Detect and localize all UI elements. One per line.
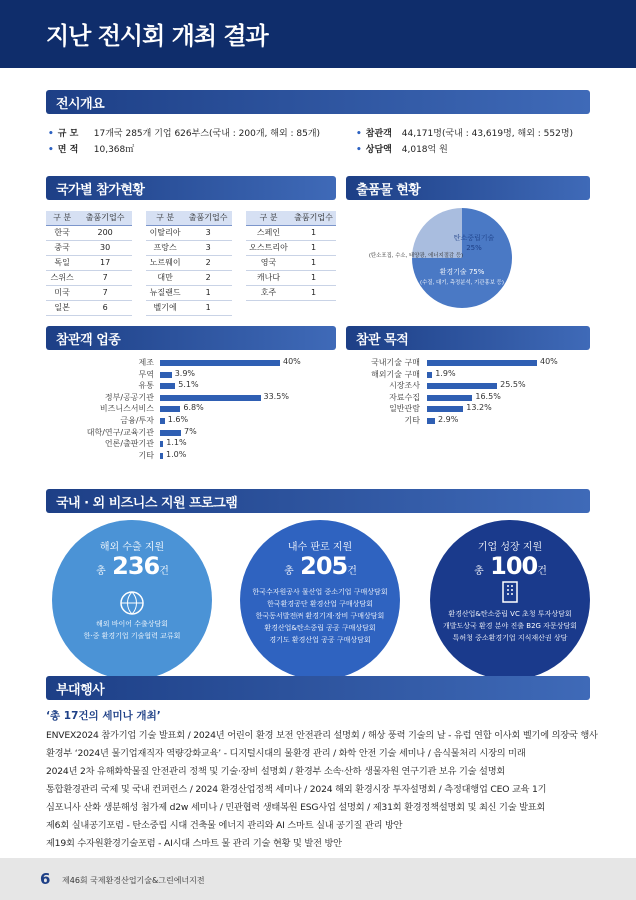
- bar-label: 국내기술 구매: [371, 358, 420, 367]
- program-count: 총 236건: [96, 552, 168, 580]
- bar: [160, 430, 181, 436]
- bar-label: 유통: [138, 381, 154, 391]
- country-name: 중국: [46, 240, 78, 255]
- pie-slice-carbon: [412, 208, 462, 258]
- country-name: 일본: [46, 300, 78, 315]
- table-row: [246, 285, 336, 300]
- building-icon: [500, 580, 520, 604]
- country-name: 오스트리아: [246, 240, 291, 255]
- pie-label-env: 환경기술 75%: [439, 268, 485, 276]
- bar-label: 기타: [138, 450, 154, 460]
- bar-row: [0, 403, 600, 415]
- country-name: 노르웨이: [146, 255, 184, 270]
- country-name: 뉴질랜드: [146, 285, 184, 300]
- bar: [427, 418, 435, 424]
- table-row: [246, 225, 336, 240]
- table-row: [146, 285, 232, 300]
- country-name: 호주: [246, 285, 291, 300]
- table-row: [146, 300, 232, 315]
- table-row: [46, 255, 132, 270]
- event-line: 제6회 실내공기포럼 - 탄소중립 시대 건축물 에너지 관리와 AI 스마트 실내 공기질 관리 방안: [46, 820, 403, 831]
- bar-label: 정부/공공기관: [104, 392, 154, 402]
- bar-label: 기타: [404, 416, 420, 425]
- table-row: [146, 255, 232, 270]
- program-title: 해외 수출 지원: [99, 542, 165, 553]
- event-line: 2024년 2차 유해화학물질 안전관리 정책 및 기술·장비 설명회 / 환경부 소속·산하 생물자원 연구기관 보유 기술 설명회: [46, 766, 506, 777]
- bar: [160, 441, 163, 447]
- bar-label: 제조: [138, 358, 154, 367]
- bar-row: [0, 427, 600, 439]
- bar-value-label: 1.9%: [435, 368, 456, 378]
- bar-row: [0, 415, 600, 427]
- event-line: 제19회 수자원환경기술포럼 - AI시대 스마트 물 관리 기술 현황 및 발전 방안: [46, 838, 342, 849]
- bar-value-label: 3.9%: [174, 368, 196, 378]
- section-countries-header: 국가별 참가현황: [46, 176, 336, 200]
- bar-value-label: 1.1%: [166, 438, 187, 448]
- bar: [427, 360, 537, 366]
- program-growth-circle: [430, 520, 590, 680]
- table-row: [246, 270, 336, 285]
- section-exhibits-header: 출품물 현황: [346, 176, 590, 200]
- country-count: 7: [78, 270, 132, 285]
- bar-value-label: 5.1%: [178, 380, 199, 390]
- bar-value-label: 33.5%: [263, 391, 289, 401]
- pie-note-carbon: (탄소포집, 수소, 태양광, 에너지절감 등): [368, 253, 464, 259]
- country-count: 6: [78, 300, 132, 315]
- country-table-1: [46, 211, 132, 316]
- col-country-header: 구 분: [46, 211, 78, 225]
- overview-scale: • 규 모 17개국 285개 기업 626부스(국내 : 200개, 해외 : 85개): [48, 129, 321, 139]
- table-header-row: [246, 211, 336, 225]
- col-country-header: 구 분: [246, 211, 291, 225]
- country-name: 프랑스: [146, 240, 184, 255]
- col-country-header: 구 분: [146, 211, 184, 225]
- section-overview-header: 전시개요: [46, 90, 590, 114]
- pie-label-carbon-name: 탄소중립기술: [453, 234, 495, 242]
- event-line: 통합환경관리 국제 및 국내 컨퍼런스 / 2024 환경산업정책 세미나 / 2024 해외 환경시장 투자설명회 / 측정대행업 CEO 교육 1기: [46, 784, 547, 795]
- country-table-3: [246, 211, 336, 301]
- program-title: 기업 성장 지원: [477, 542, 543, 553]
- section-industry-header: 참관객 업종: [46, 326, 336, 350]
- country-name: 스위스: [46, 270, 78, 285]
- bar-value-label: 7%: [184, 426, 197, 436]
- country-name: 스페인: [246, 225, 291, 240]
- events-subtitle: ‘총 17건의 세미나 개최’: [46, 710, 161, 722]
- bar-label: 비즈니스서비스: [99, 404, 154, 414]
- table-row: [246, 255, 336, 270]
- bar-label: 일반관람: [389, 404, 420, 414]
- bar: [160, 453, 163, 459]
- country-count: 30: [78, 240, 132, 255]
- col-count-header: 출품기업수: [184, 211, 232, 225]
- table-header-row: [46, 211, 132, 225]
- section-purpose-header: 참관 목적: [346, 326, 590, 350]
- country-count: 2: [184, 255, 232, 270]
- country-count: 7: [78, 285, 132, 300]
- country-count: 1: [184, 300, 232, 315]
- bar-row: [0, 392, 600, 404]
- table-row: [46, 225, 132, 240]
- bar-label: 해외기술 구매: [371, 369, 420, 379]
- col-count-header: 출품기업수: [291, 211, 336, 225]
- country-count: 1: [291, 255, 336, 270]
- exhibit-pie-chart: [362, 204, 522, 312]
- program-line: 한·중 환경기업 기술협력 교류회: [83, 632, 181, 640]
- table-row: [146, 270, 232, 285]
- event-line: ENVEX2024 참가기업 기술 발표회 / 2024년 어린이 환경 보전 안전관리 설명회 / 해상 풍력 기술의 날 - 유럽 연합 이사회 벨기에 의장국 행사: [46, 730, 598, 741]
- col-count-header: 출품기업수: [78, 211, 132, 225]
- bar-label: 시장조사: [389, 381, 420, 391]
- country-count: 2: [184, 270, 232, 285]
- country-count: 200: [78, 225, 132, 240]
- country-name: 독일: [46, 255, 78, 270]
- program-count: 총 100건: [474, 552, 546, 580]
- country-count: 1: [291, 270, 336, 285]
- country-name: 미국: [46, 285, 78, 300]
- page-number: 6: [40, 870, 51, 888]
- country-name: 영국: [246, 255, 291, 270]
- bar-label: 자료수집: [389, 392, 420, 402]
- country-count: 1: [291, 285, 336, 300]
- program-line: 해외 바이어 수출상담회: [95, 620, 169, 628]
- bar-row: [0, 450, 600, 462]
- program-line: 한국수자원공사 물산업 중소기업 구매상담회: [252, 588, 388, 596]
- country-name: 대만: [146, 270, 184, 285]
- bar-value-label: 2.9%: [437, 415, 459, 424]
- bar-value-label: 13.2%: [466, 403, 492, 413]
- section-programs-header: 국내 · 외 비즈니스 지원 프로그램: [46, 489, 590, 513]
- page-title: 지난 전시회 개최 결과: [46, 22, 268, 50]
- bar: [427, 372, 432, 378]
- program-count: 총 205건: [284, 552, 356, 580]
- bar-label: 언론/출판기관: [104, 439, 154, 449]
- country-count: 3: [184, 240, 232, 255]
- overview-visitors: • 참관객 44,171명(국내 : 43,619명, 해외 : 552명): [356, 129, 574, 139]
- bar-label: 대학/연구/교육기관: [86, 427, 154, 437]
- bar-value-label: 40%: [540, 357, 558, 366]
- program-line: 환경산업&탄소중립 VC 초청 투자상담회: [448, 610, 572, 618]
- pie-label-carbon-pct: 25%: [466, 244, 482, 252]
- globe-handshake-icon: [117, 590, 147, 616]
- table-row: [46, 240, 132, 255]
- bar-value-label: 40%: [283, 357, 301, 366]
- program-title: 내수 판로 지원: [287, 542, 353, 553]
- program-line: 한국환경공단 환경산업 구매상담회: [267, 600, 373, 608]
- program-line: 경기도 환경산업 공공 구매상담회: [269, 636, 371, 644]
- country-name: 이탈리아: [146, 225, 184, 240]
- event-line: 심포니사 산화 생분해성 첨가제 d2w 세미나 / 민관협력 생태복원 ESG사업 설명회 / 제31회 환경정책설명회 및 최신 기술 발표회: [46, 802, 546, 813]
- country-name: 벨기에: [146, 300, 184, 315]
- country-count: 3: [184, 225, 232, 240]
- country-count: 1: [291, 240, 336, 255]
- bar-row: [0, 369, 600, 381]
- bar-value-label: 1.0%: [166, 449, 187, 459]
- table-row: [46, 270, 132, 285]
- overview-area: • 면 적 10,368㎡: [48, 145, 135, 155]
- pie-note-env: (수질, 대기, 측정분석, 기관홍보 등): [420, 280, 504, 286]
- table-row: [46, 300, 132, 315]
- event-line: 환경부 ‘2024년 물기업재직자 역량강화교육’ - 디지털시대의 물환경 관리 / 화학 안전 기술 세미나 / 음식물처리 시장의 미래: [46, 748, 526, 759]
- bar-label: 무역: [138, 369, 154, 379]
- program-line: 한국동서발전㈜ 환경기계·장비 구매상담회: [255, 612, 385, 620]
- bar: [427, 395, 472, 401]
- bar-row: [0, 380, 600, 392]
- country-count: 1: [184, 285, 232, 300]
- program-domestic-circle: [240, 520, 400, 680]
- country-name: 캐나다: [246, 270, 291, 285]
- footer-text: 제46회 국제환경산업기술&그린에너지전: [62, 876, 205, 885]
- program-line: 환경산업&탄소중립 공공 구매상담회: [264, 624, 376, 632]
- bar-value-label: 16.5%: [475, 391, 501, 401]
- bar-label: 금융/투자: [120, 416, 154, 425]
- bar-value-label: 25.5%: [500, 380, 526, 390]
- table-row: [246, 240, 336, 255]
- table-row: [146, 240, 232, 255]
- bar-value-label: 1.6%: [167, 415, 189, 424]
- section-events-header: 부대행사: [46, 676, 590, 700]
- program-line: 특허청 중소환경기업 지식재산권 상담: [452, 634, 568, 642]
- bar: [427, 406, 463, 412]
- program-line: 개발도상국 환경 분야 진출 B2G 자문상담회: [443, 622, 577, 630]
- bar-value-label: 6.8%: [183, 403, 204, 413]
- bar-row: [0, 438, 600, 450]
- title-bar: [0, 0, 636, 68]
- table-row: [146, 225, 232, 240]
- country-table-2: [146, 211, 232, 316]
- country-count: 17: [78, 255, 132, 270]
- table-header-row: [146, 211, 232, 225]
- bar: [427, 383, 497, 389]
- country-name: 한국: [46, 225, 78, 240]
- overview-consult: • 상담액 4,018억 원: [356, 145, 448, 155]
- table-row: [46, 285, 132, 300]
- bar-row: [0, 357, 600, 369]
- program-export-circle: [52, 520, 212, 680]
- footer-bar: [0, 858, 636, 900]
- country-count: 1: [291, 225, 336, 240]
